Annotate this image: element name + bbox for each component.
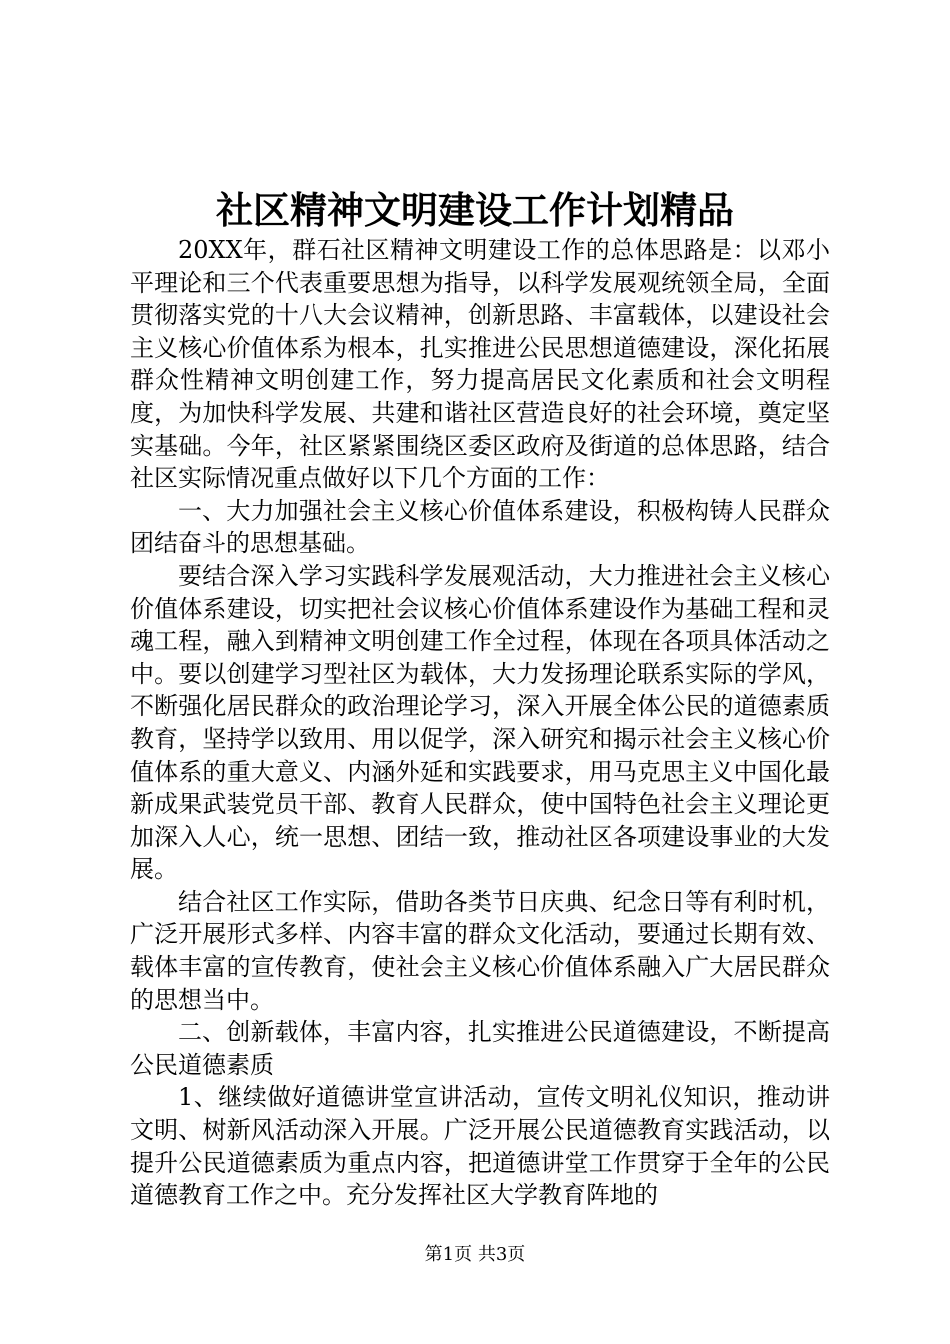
paragraph-section-1-body: 要结合深入学习实践科学发展观活动，大力推进社会主义核心价值体系建设，切实把社会议核心价值体系建设作为基础工程和灵魂工程，融入到精神文明创建工作全过程，体现在各项具体活动之中。要以创建学习型社区为载体，大力发扬理论联系实际的学风，不断强化居民群众的政治理论学习，深入开展全体公民的道德素质教育，坚持学以致用、用以促学，深入研究和揭示社会主义核心价值体系的重大意义、内涵外延和实践要求，用马克思主义中国化最新成果武装党员干部、教育人民群众，使中国特色社会主义理论更加深入人心，统一思想、团结一致，推动社区各项建设事业的大发展。	[130, 561, 830, 884]
paragraph-section-1-activities: 结合社区工作实际，借助各类节日庆典、纪念日等有利时机，广泛开展形式多样、内容丰富的群众文化活动，要通过长期有效、载体丰富的宣传教育，使社会主义核心价值体系融入广大居民群众的思想当中。	[130, 887, 830, 1014]
document-body	[130, 234, 830, 1212]
paragraph-section-2-heading: 二、创新载体，丰富内容，扎实推进公民道德建设，不断提高公民道德素质	[130, 1018, 830, 1079]
paragraph-intro: 20XX年，群石社区精神文明建设工作的总体思路是：以邓小平理论和三个代表重要思想为指导，以科学发展观统领全局，全面贯彻落实党的十八大会议精神，创新思路、丰富载体，以建设社会主义核心价值体系为根本，扎实推进公民思想道德建设，深化拓展群众性精神文明创建工作，努力提高居民文化素质和社会文明程度，为加快科学发展、共建和谐社区营造良好的社会环境，奠定坚实基础。今年，社区紧紧围绕区委区政府及街道的总体思路，结合社区实际情况重点做好以下几个方面的工作：	[130, 236, 830, 493]
paragraph-section-1-heading: 一、大力加强社会主义核心价值体系建设，积极构铸人民群众团结奋斗的思想基础。	[130, 496, 830, 558]
paragraph-section-2-item-1: 1、继续做好道德讲堂宣讲活动，宣传文明礼仪知识，推动讲文明、树新风活动深入开展。广泛开展公民道德教育实践活动，以提升公民道德素质为重点内容，把道德讲堂工作贯穿于全年的公民道德教育工作之中。充分发挥社区大学教育阵地的	[130, 1083, 830, 1210]
page-number: 第1页 共3页	[424, 1244, 526, 1265]
document-title: 社区精神文明建设工作计划精品	[216, 188, 734, 232]
